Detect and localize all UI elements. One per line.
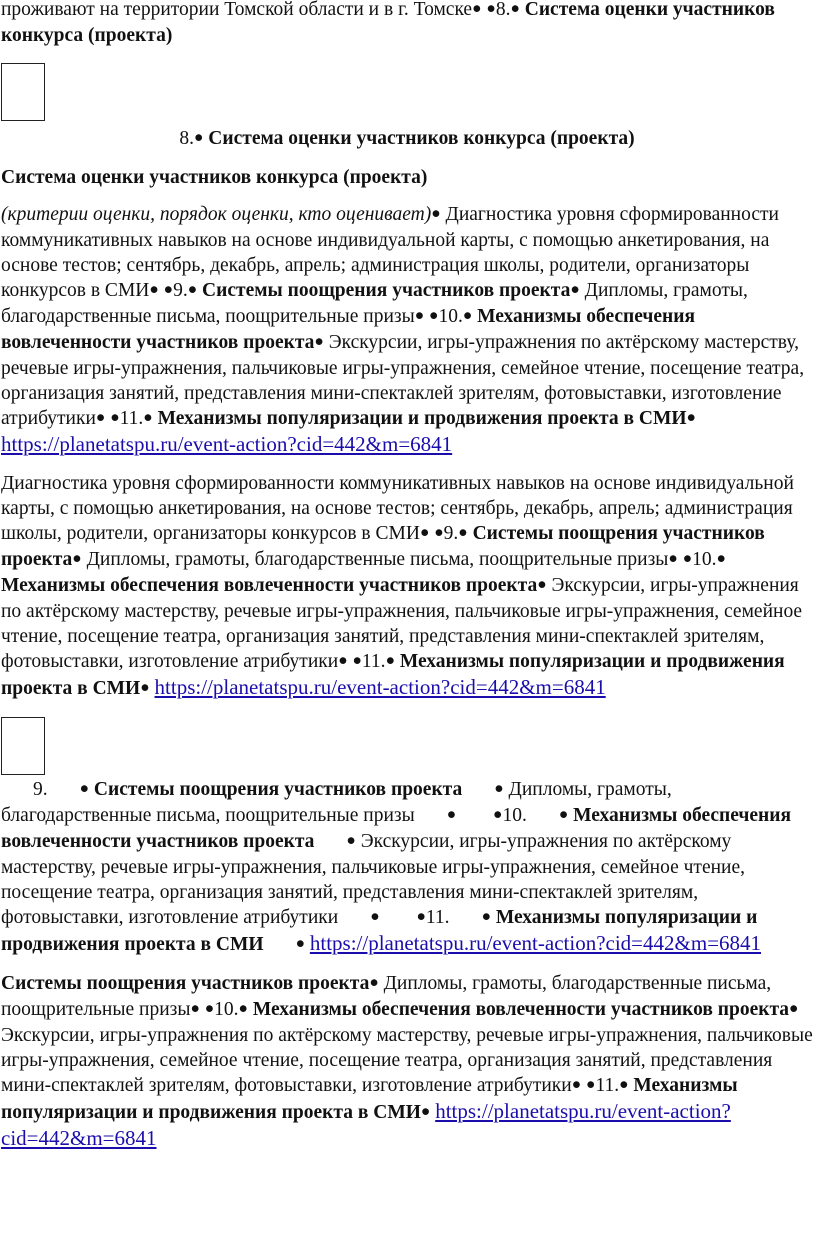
heading-number: 8. xyxy=(179,128,194,149)
bullet-dot: ● xyxy=(570,281,580,298)
bullet-dot: ● xyxy=(385,652,395,669)
section-number: 8. xyxy=(495,0,511,20)
bullet-dot: ● xyxy=(431,205,441,222)
project-link[interactable]: https://planetatspu.ru/event-action?cid=442&m=6841 xyxy=(1,432,453,456)
bullet-dot: ● xyxy=(370,908,380,925)
image-placeholder xyxy=(1,717,45,775)
bullet-dot: ● xyxy=(429,307,439,324)
bullet-dot: ● xyxy=(434,524,444,541)
rewards-text: Дипломы, грамоты, благодарственные письма, поощрительные призы xyxy=(1,280,748,327)
engagement-title: Механизмы обеспечения вовлеченности участников проекта xyxy=(1,306,696,353)
bullet-dot: ● xyxy=(458,524,468,541)
bullet-dot: ● xyxy=(190,1000,200,1017)
bullet-dot: ● xyxy=(419,524,430,541)
bullet-dot: ● xyxy=(510,0,520,17)
bullet-dot: ● xyxy=(571,1076,582,1093)
promotion-title: Механизмы популяризации и продвижения проекта в СМИ xyxy=(157,408,687,429)
bullet-dot: ● xyxy=(486,0,496,17)
bullet-dot: ● xyxy=(352,652,362,669)
project-link[interactable]: https://planetatspu.ru/event-action?cid=442&m=6841 xyxy=(1,1099,731,1150)
bullet-dot: ● xyxy=(95,409,106,426)
bullet-dot: ● xyxy=(462,307,473,324)
bullet-dot: ● xyxy=(416,908,426,925)
bullet-dot: ● xyxy=(682,550,693,567)
bullet-dot: ● xyxy=(586,1076,596,1093)
bullet-dot: ● xyxy=(716,550,726,567)
paragraph-diagnostics: Диагностика уровня сформированности коммуникативных навыков на основе индивидуальной карты, с помощью анкетирования, на основе тестов; сентябрь, декабрь, апрель; администрация школы, родители, организаторы конкурсов в СМИ● ●9.● Системы поощрения участников проекта● Дипломы, грамоты, благодарственные письма, поощрительные призы● ●10.● Механизмы обеспечения вовлеченности участников проекта● Экскурсии, игры-упражнения по актёрскому мастерству, речевые игры-упражнения, пальчиковые игры-упражнения, семейное чтение, посещение театра, организация занятий, представления мини-спектаклей зрителям, фотовыставки, изготовление атрибутики● ●11.● Механизмы популяризации и продвижения проекта в СМИ● https://planetatspu.ru/event-action?cid=442&m=6841 xyxy=(1,473,803,699)
bullet-dot: ● xyxy=(537,576,547,593)
bullet-dot: ● xyxy=(79,780,90,797)
bullet-dot: ● xyxy=(193,129,204,146)
bullet-dot: ● xyxy=(346,832,356,849)
engagement-text: Экскурсии, игры-упражнения по актёрскому мастерству, речевые игры-упражнения, пальчиковые игры-упражнения, семейное чтение, посещение театра, организация занятий, представления мини-спектаклей зрителям, фотовыставки, изготовление атрибутики xyxy=(1,332,805,429)
centered-heading xyxy=(1,126,813,152)
bold-heading: Система оценки участников конкурса (проекта) xyxy=(1,167,428,188)
bullet-dot: ● xyxy=(143,409,153,426)
paragraph-criteria: (критерии оценки, порядок оценки, кто оценивает)● Диагностика уровня сформированности коммуникативных навыков на основе индивидуальной карты, с помощью анкетирования, на основе тестов; сентябрь, декабрь, апрель; администрация школы, родители, организаторы конкурсов в СМИ● ●9.● Системы поощрения участников проекта● Дипломы, грамоты, благодарственные письма, поощрительные призы● ●10.● Механизмы обеспечения вовлеченности участников проекта● Экскурсии, игры-упражнения по актёрскому мастерству, речевые игры-упражнения, пальчиковые игры-упражнения, семейное чтение, посещение театра, организация занятий, представления мини-спектаклей зрителям, фотовыставки, изготовление атрибутики● ●11.● Механизмы популяризации и продвижения проекта в СМИ● https://planetatspu.ru/event-action?cid=442&m=6841 xyxy=(1,202,813,458)
bullet-dot: ● xyxy=(686,409,696,426)
paragraph-rewards: 9. ● Системы поощрения участников проекта ● Дипломы, грамоты, благодарственные письма, поощрительные призы ● ●10. ● Механизмы обеспечения вовлеченности участников проекта ● Экскурсии, игры-упражнения по актёрскому мастерству, речевые игры-упражнения, пальчиковые игры-упражнения, семейное чтение, посещение театра, организация занятий, представления мини-спектаклей зрителям, фотовыставки, изготовление атрибутики ● ●11. ● Механизмы популяризации и продвижения проекта в СМИ ● https://planetatspu.ru/event-action?cid=442&m=6841 xyxy=(1,777,813,958)
bullet-dot: ● xyxy=(472,0,482,17)
bullet-dot: ● xyxy=(369,974,379,991)
bullet-dot: ● xyxy=(789,1000,799,1017)
bullet-dot: ● xyxy=(558,806,569,823)
heading-title: Система оценки участников конкурса (проекта) xyxy=(208,128,635,149)
paragraph-rewards-2: Системы поощрения участников проекта● Дипломы, грамоты, благодарственные письма, поощрительные призы● ●10.● Механизмы обеспечения вовлеченности участников проекта● Экскурсии, игры-упражнения по актёрскому мастерству, речевые игры-упражнения, пальчиковые игры-упражнения, семейное чтение, посещение театра, организация занятий, представления мини-спектаклей зрителям, фотовыставки, изготовление атрибутики● ●11.● Механизмы популяризации и продвижения проекта в СМИ● https://planetatspu.ru/event-action?cid=442&m=6841 xyxy=(1,971,813,1152)
bullet-dot: ● xyxy=(295,935,305,952)
bullet-dot: ● xyxy=(204,1000,215,1017)
bullet-dot: ● xyxy=(72,550,82,567)
bullet-dot: ● xyxy=(414,307,425,324)
bullet-dot: ● xyxy=(110,409,120,426)
bullet-dot: ● xyxy=(149,281,159,298)
intro-text: проживают на территории Томской области и в г. Томске xyxy=(1,0,473,20)
bullet-dot: ● xyxy=(420,1103,431,1120)
bullet-dot: ● xyxy=(238,1000,248,1017)
criteria-italic: (критерии оценки, порядок оценки, кто оценивает) xyxy=(1,204,432,225)
bullet-dot: ● xyxy=(493,806,503,823)
section-title: Система оценки участников конкурса (проекта) xyxy=(1,0,775,46)
bullet-dot: ● xyxy=(668,550,678,567)
bullet-dot: ● xyxy=(163,281,174,298)
project-link[interactable]: https://planetatspu.ru/event-action?cid=442&m=6841 xyxy=(309,931,762,955)
rewards-title: Системы поощрения участников проекта xyxy=(202,280,571,301)
image-placeholder xyxy=(1,63,45,121)
diagnostics-text: Диагностика уровня сформированности коммуникативных навыков на основе индивидуальной карты, с помощью анкетирования, на основе тестов; сентябрь, декабрь, апрель; администрация школы, родители, организаторы конкурсов в СМИ xyxy=(1,204,779,301)
bullet-dot: ● xyxy=(481,908,491,925)
bullet-dot: ● xyxy=(494,780,504,797)
paragraph-intro xyxy=(1,0,813,48)
bullet-dot: ● xyxy=(338,652,348,669)
bullet-dot: ● xyxy=(187,281,198,298)
bullet-dot: ● xyxy=(140,679,150,696)
project-link[interactable]: https://planetatspu.ru/event-action?cid=442&m=6841 xyxy=(154,675,606,699)
bullet-dot: ● xyxy=(619,1076,629,1093)
bullet-dot: ● xyxy=(314,333,324,350)
bullet-dot: ● xyxy=(446,806,457,823)
